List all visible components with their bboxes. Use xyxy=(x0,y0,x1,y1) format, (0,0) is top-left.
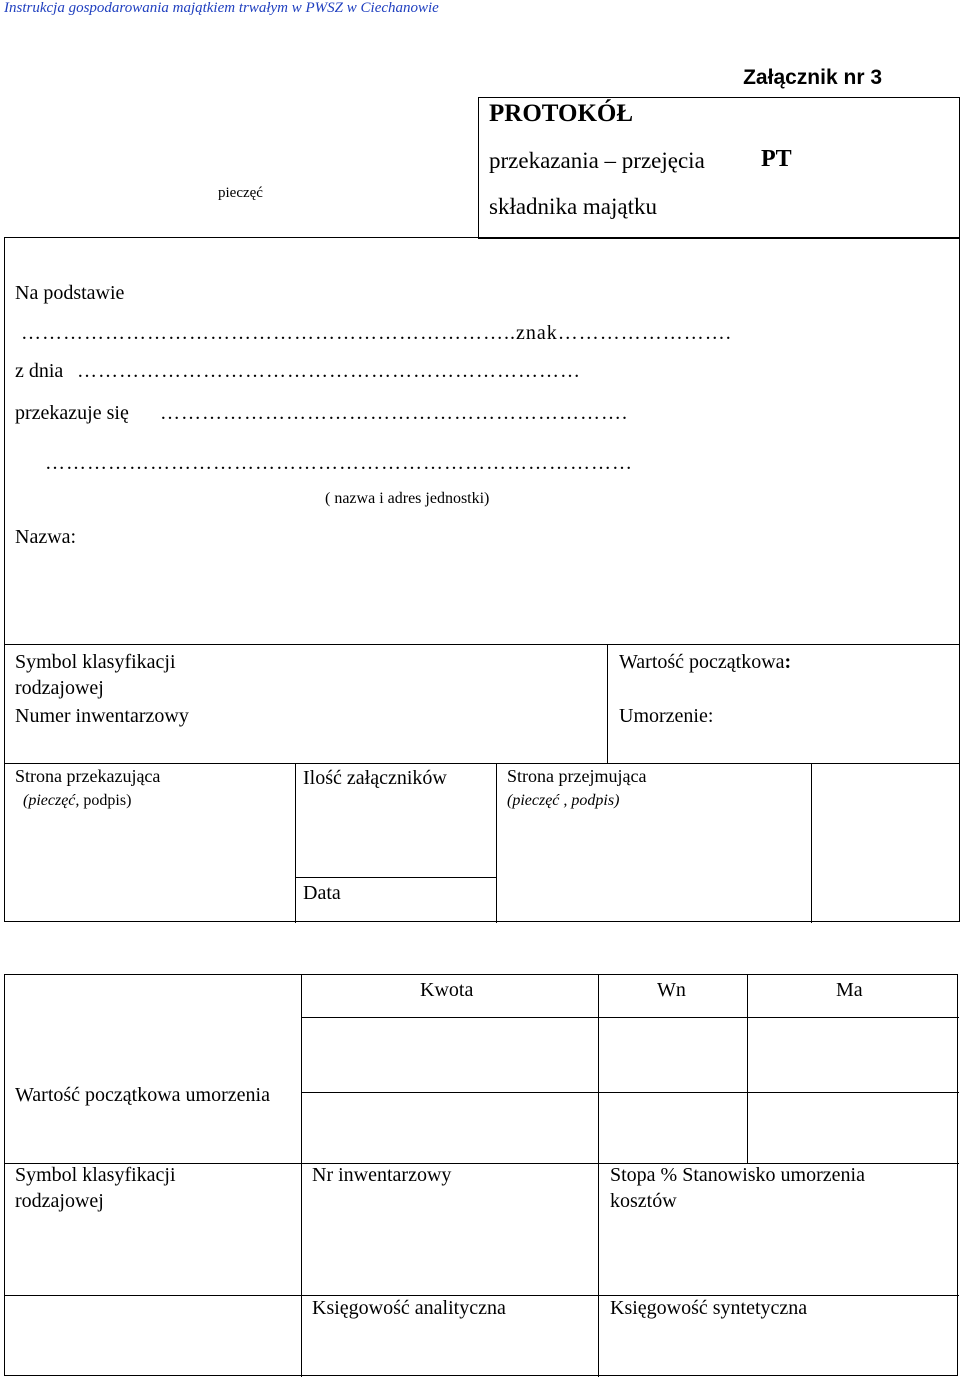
extra-divider xyxy=(811,763,812,923)
handing-hint-stamp: (pieczęć, xyxy=(23,792,80,809)
receiving-party-hint: (pieczęć , podpis) xyxy=(507,792,620,809)
amount-header: Kwota xyxy=(420,979,474,1001)
transfer-form-box xyxy=(4,237,960,645)
running-header: Instrukcja gospodarowania majątkiem trwałym w PWSZ w Ciechanowie xyxy=(4,0,439,16)
symbol-classification-label: Symbol klasyfikacji rodzajowej xyxy=(15,1164,176,1212)
details-divider-right xyxy=(295,763,960,764)
ma-header: Ma xyxy=(836,979,863,1001)
inventory-number-label: Numer inwentarzowy xyxy=(15,705,189,727)
basis-dots-field[interactable]: ……………………………………………………………..znak……………………. xyxy=(21,322,732,344)
date-label: z dnia xyxy=(15,360,64,382)
date-cell-label: Data xyxy=(303,882,341,904)
receiving-divider xyxy=(496,763,497,923)
receiving-party-label: Strona przejmująca xyxy=(507,766,647,786)
accounting-col-1 xyxy=(301,975,302,1377)
transfer-label: przekazuje się xyxy=(15,402,129,424)
document-title: PROTOKÓŁ xyxy=(489,100,634,127)
analytic-accounting-label: Księgowość analityczna xyxy=(312,1297,506,1319)
synthetic-accounting-label: Księgowość syntetyczna xyxy=(610,1297,808,1319)
title-box xyxy=(478,97,960,239)
depreciation-rate-label: Stopa % Stanowisko umorzenia kosztów xyxy=(610,1164,865,1212)
symbol-label: Symbol klasyfikacji rodzajowej xyxy=(15,651,176,699)
unit-dots-field[interactable]: ………………………………………………………………………… xyxy=(45,452,633,474)
accounting-col-2 xyxy=(598,975,599,1377)
inventory-number-header: Nr inwentarzowy xyxy=(312,1164,452,1186)
transfer-dots-field[interactable]: …………………………………………………………. xyxy=(160,402,628,424)
accounting-row-2 xyxy=(301,1092,959,1093)
attachment-number: Załącznik nr 3 xyxy=(743,66,882,89)
date-cell-divider xyxy=(295,877,496,878)
basis-label: Na podstawie xyxy=(15,282,125,304)
attachments-divider xyxy=(295,763,296,923)
initial-value-label xyxy=(619,649,819,675)
document-code: PT xyxy=(761,146,792,172)
unit-hint: ( nazwa i adres jednostki) xyxy=(325,490,490,507)
name-label: Nazwa: xyxy=(15,526,77,548)
document-subtitle: przekazania – przejęcia xyxy=(489,148,705,173)
date-dots-field[interactable]: ……………………………………………………………… xyxy=(77,360,581,382)
accounting-box xyxy=(4,974,958,1376)
initial-value-colon: : xyxy=(784,651,792,673)
handing-party-label: Strona przekazująca xyxy=(15,766,161,786)
accounting-col-3 xyxy=(747,975,748,1163)
wn-header: Wn xyxy=(657,979,686,1001)
depreciation-label: Umorzenie: xyxy=(619,705,714,727)
value-cell-divider xyxy=(607,645,608,763)
initial-depreciation-label: Wartość początkowa umorzenia xyxy=(15,1084,270,1106)
initial-value-text: Wartość początkowa xyxy=(619,651,785,673)
details-box xyxy=(4,644,960,922)
details-divider-left xyxy=(5,763,295,764)
attachments-count-label: Ilość załączników xyxy=(303,767,447,789)
document-subject: składnika majątku xyxy=(489,194,657,219)
accounting-row-1 xyxy=(301,1017,959,1018)
handing-party-hint xyxy=(23,792,131,810)
handing-hint-sign: podpis) xyxy=(83,792,132,809)
stamp-label: pieczęć xyxy=(218,185,263,201)
